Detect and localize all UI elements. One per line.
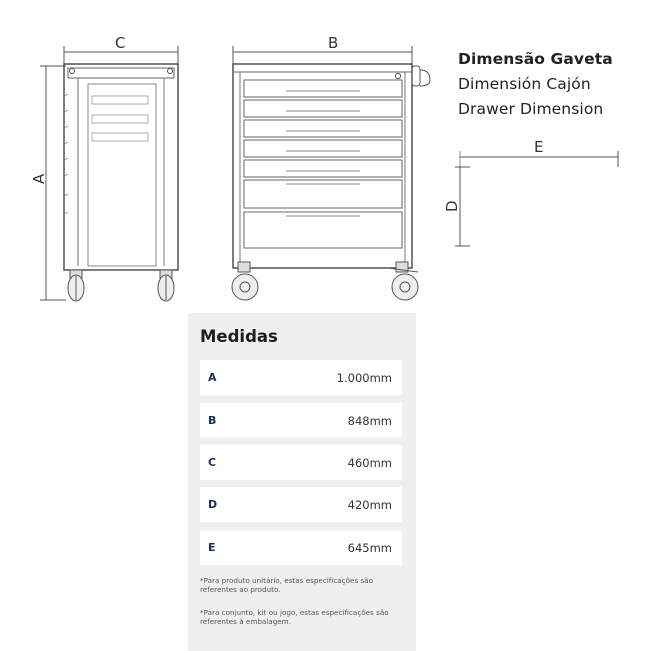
measurement-value: 848mm [347,413,392,428]
measurement-value: 460mm [347,455,392,470]
measurement-key: C [208,456,217,469]
measurement-value: 420mm [347,497,392,512]
drawer-title-es: Dimensión Cajón [458,75,591,93]
label-b: B [328,34,339,52]
drawer-title-en [458,100,603,118]
drawer-title-en-part2: Dimension [520,100,604,118]
measurement-row-d [200,487,402,522]
measurement-row-a [200,360,402,395]
cabinet-dimension-drawing [0,0,650,310]
measurements-title: Medidas [200,327,278,346]
measurement-value: 645mm [347,540,392,555]
label-d: D [443,200,461,212]
measurement-key: B [208,414,217,427]
label-c: C [115,34,126,52]
label-a: A [30,173,48,184]
drawer-dimension-view [455,151,618,246]
measurement-key: E [208,541,216,554]
measurement-value: 1.000mm [336,370,392,385]
measurement-key: D [208,498,218,511]
drawer-title-en-part1: Drawer [458,100,521,118]
note-unit-product: *Para produto unitário, estas especificações são referentes ao produto. [200,576,374,594]
measurement-key: A [208,371,217,384]
drawer-title-pt: Dimensão Gaveta [458,50,613,68]
front-view [232,46,430,300]
note-kit-package: *Para conjunto, kit ou jogo, estas especificações são referentes à embalagem. [200,608,389,626]
measurements-panel [188,313,416,651]
side-view [40,46,178,301]
measurement-row-e [200,530,402,565]
measurement-row-b [200,403,402,438]
label-e: E [534,138,544,156]
measurement-row-c [200,445,402,480]
